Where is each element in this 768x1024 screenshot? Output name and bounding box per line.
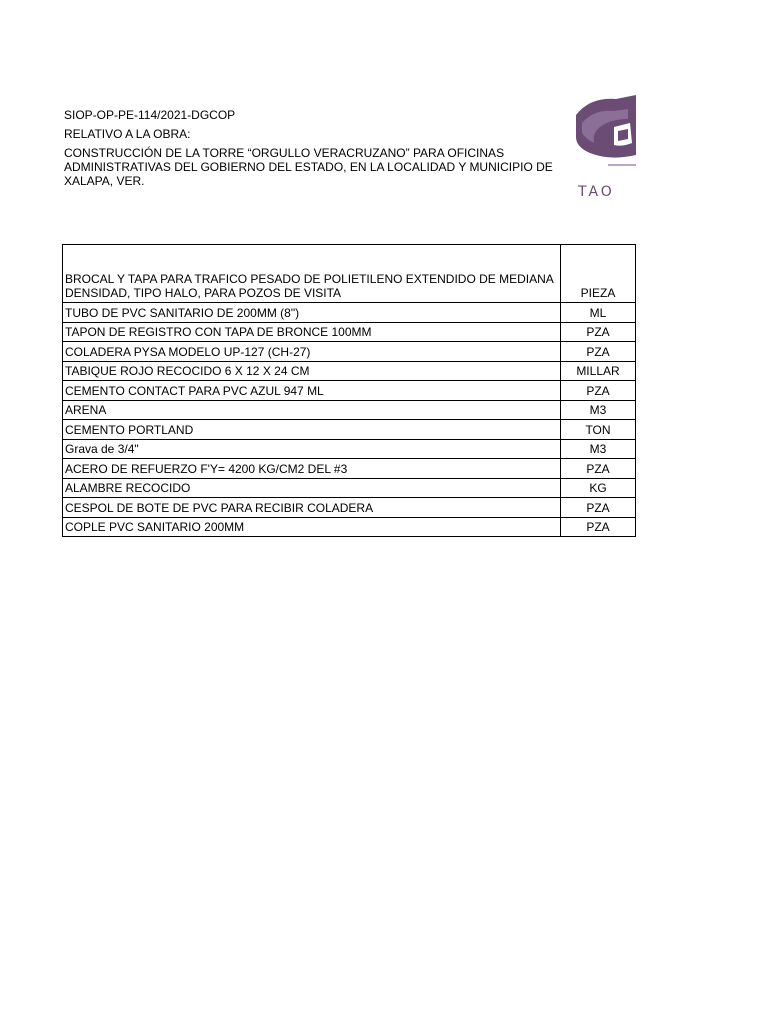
item-unit: MILLAR <box>561 361 636 381</box>
item-unit: M3 <box>561 400 636 420</box>
item-unit: ML <box>561 303 636 323</box>
table-row <box>63 361 636 381</box>
item-description: ACERO DE REFUERZO F'Y= 4200 KG/CM2 DEL #3 <box>63 459 561 479</box>
company-logo-graphic <box>570 93 636 201</box>
logo-text: TAO <box>578 184 615 200</box>
table-row <box>63 381 636 401</box>
document-header <box>64 108 564 188</box>
table-row <box>63 303 636 323</box>
item-unit: PZA <box>561 517 636 537</box>
reference-number: SIOP-OP-PE-114/2021-DGCOP <box>64 108 236 122</box>
item-description: TABIQUE ROJO RECOCIDO 6 X 12 X 24 CM <box>63 361 561 381</box>
materials-table <box>62 244 636 537</box>
item-description: COLADERA PYSA MODELO UP-127 (CH-27) <box>63 342 561 362</box>
item-unit: PZA <box>561 342 636 362</box>
table-row <box>63 400 636 420</box>
item-unit: PZA <box>561 381 636 401</box>
item-unit: PZA <box>561 459 636 479</box>
item-unit: M3 <box>561 439 636 459</box>
item-description: ALAMBRE RECOCIDO <box>63 478 561 498</box>
item-description: CEMENTO PORTLAND <box>63 420 561 440</box>
item-description: COPLE PVC SANITARIO 200MM <box>63 517 561 537</box>
item-unit: PZA <box>561 498 636 518</box>
item-description: TAPON DE REGISTRO CON TAPA DE BRONCE 100MM <box>63 322 561 342</box>
table-row <box>63 517 636 537</box>
item-description: ARENA <box>63 400 561 420</box>
table-row <box>63 439 636 459</box>
item-description: TUBO DE PVC SANITARIO DE 200MM (8") <box>63 303 561 323</box>
table-row <box>63 420 636 440</box>
item-description: CESPOL DE BOTE DE PVC PARA RECIBIR COLADERA <box>63 498 561 518</box>
item-unit: PIEZA <box>561 245 636 303</box>
item-unit: PZA <box>561 322 636 342</box>
table-row <box>63 245 636 303</box>
item-description: CEMENTO CONTACT PARA PVC AZUL 947 ML <box>63 381 561 401</box>
company-logo <box>570 93 636 201</box>
table-row <box>63 459 636 479</box>
relative-label: RELATIVO A LA OBRA: <box>64 127 191 141</box>
item-unit: TON <box>561 420 636 440</box>
item-unit: KG <box>561 478 636 498</box>
table-row <box>63 342 636 362</box>
table-row <box>63 478 636 498</box>
project-description: CONSTRUCCIÓN DE LA TORRE “ORGULLO VERACRUZANO” PARA OFICINAS ADMINISTRATIVAS DEL GOBIERNO DEL ESTADO, EN LA LOCALIDAD Y MUNICIPIO DE XALAPA, VER. <box>64 146 553 188</box>
item-description: Grava de 3/4" <box>63 439 561 459</box>
table-row <box>63 322 636 342</box>
item-description: BROCAL Y TAPA PARA TRAFICO PESADO DE POLIETILENO EXTENDIDO DE MEDIANA DENSIDAD, TIPO HALO, PARA POZOS DE VISITA <box>63 245 561 303</box>
table-row <box>63 498 636 518</box>
materials-table-body <box>63 245 636 537</box>
